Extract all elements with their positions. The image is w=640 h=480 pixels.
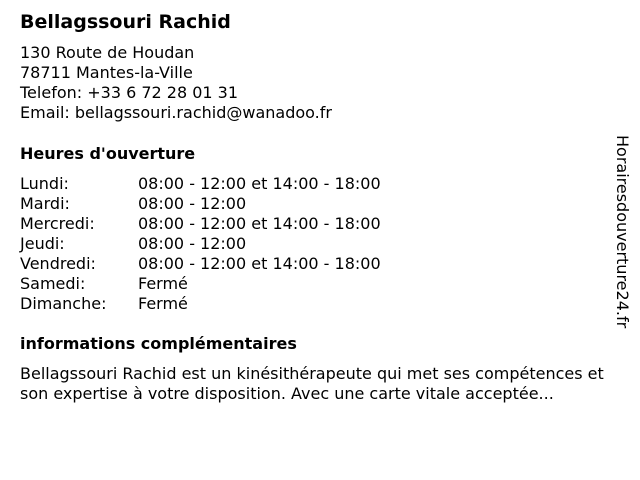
opening-hours-heading: Heures d'ouverture [20, 144, 196, 163]
site-watermark-text: Horairesdouverture24.fr [613, 135, 632, 329]
day-label: Mardi: [20, 194, 70, 213]
day-label: Vendredi: [20, 254, 96, 273]
contact-block [20, 43, 332, 123]
time-value: 08:00 - 12:00 et 14:00 - 18:00 [138, 254, 381, 273]
email-line: Email: bellagssouri.rachid@wanadoo.fr [20, 103, 332, 122]
time-value: 08:00 - 12:00 et 14:00 - 18:00 [138, 214, 381, 233]
day-label: Samedi: [20, 274, 86, 293]
business-name: Bellagssouri Rachid [20, 11, 231, 33]
time-value: Fermé [138, 274, 188, 293]
phone-line: Telefon: +33 6 72 28 01 31 [20, 83, 239, 102]
address-street: 130 Route de Houdan [20, 43, 195, 62]
day-label: Dimanche: [20, 294, 107, 313]
site-watermark [612, 135, 634, 345]
day-label: Jeudi: [20, 234, 65, 253]
day-label: Lundi: [20, 174, 69, 193]
time-value: Fermé [138, 294, 188, 313]
address-city: 78711 Mantes-la-Ville [20, 63, 193, 82]
additional-info-heading: informations complémentaires [20, 334, 297, 353]
time-value: 08:00 - 12:00 [138, 194, 247, 213]
day-label: Mercredi: [20, 214, 95, 233]
time-value: 08:00 - 12:00 [138, 234, 247, 253]
time-value: 08:00 - 12:00 et 14:00 - 18:00 [138, 174, 381, 193]
business-description: Bellagssouri Rachid est un kinésithérapeute qui met ses compétences et son expertise à votre disposition. Avec une carte vitale acceptée... [20, 364, 604, 403]
